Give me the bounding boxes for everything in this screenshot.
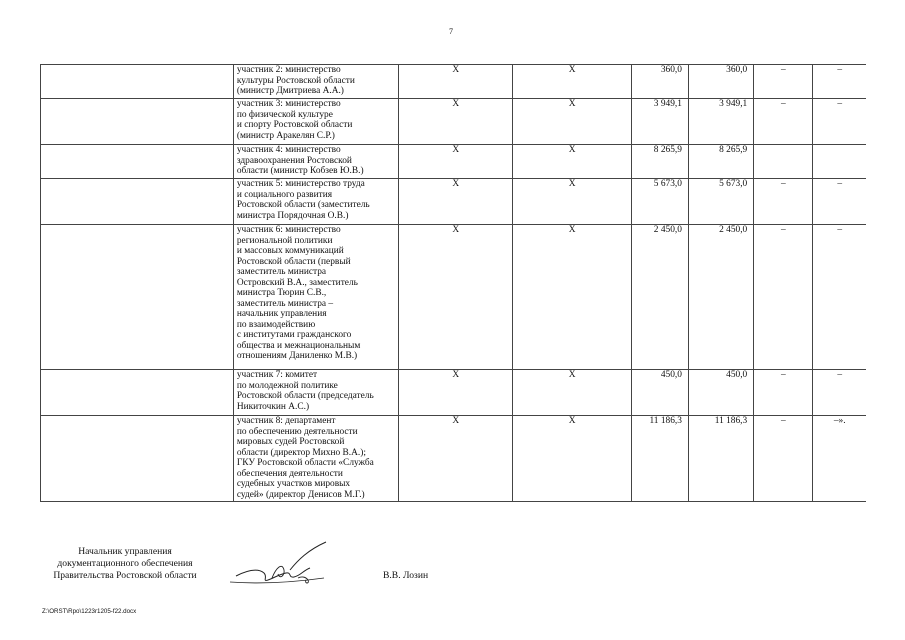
amount-cell: 450,0 [688, 370, 753, 416]
row-group-cell [41, 370, 234, 416]
x-mark-cell: Х [513, 145, 631, 179]
participant-cell: участник 3: министерство по физической культуре и спорту Ростовской области (министр Аракелян С.Р.) [233, 99, 398, 145]
row-group-cell [41, 179, 234, 225]
row-group-cell [41, 65, 234, 99]
amount-cell: 360,0 [631, 65, 688, 99]
x-mark-cell: Х [399, 99, 513, 145]
row-group-cell [41, 145, 234, 179]
signatory-title: Начальник управления документационного обеспечения Правительства Ростовской области [53, 546, 197, 581]
table-row [41, 179, 867, 225]
amount-cell: 2 450,0 [688, 225, 753, 370]
dash-cell: – [813, 99, 866, 145]
amount-cell: 8 265,9 [631, 145, 688, 179]
table-row [41, 416, 867, 502]
dash-cell [813, 145, 866, 179]
participant-cell: участник 7: комитет по молодежной политике Ростовской области (председатель Никиточкин А.С.) [233, 370, 398, 416]
participant-cell: участник 5: министерство труда и социального развития Ростовской области (заместитель министра Порядочная О.В.) [233, 179, 398, 225]
amount-cell: 8 265,9 [688, 145, 753, 179]
dash-cell: – [754, 370, 813, 416]
row-group-cell [41, 225, 234, 370]
amount-cell: 11 186,3 [631, 416, 688, 502]
file-path: Z:\ORST\Rpo\1223r1205-f22.docx [42, 608, 137, 615]
program-table [40, 64, 866, 502]
amount-cell: 5 673,0 [631, 179, 688, 225]
amount-cell: 450,0 [631, 370, 688, 416]
amount-cell: 2 450,0 [631, 225, 688, 370]
dash-cell: – [813, 225, 866, 370]
handwritten-signature [228, 540, 338, 592]
dash-cell: – [754, 416, 813, 502]
dash-cell: – [754, 225, 813, 370]
dash-cell: – [813, 370, 866, 416]
amount-cell: 5 673,0 [688, 179, 753, 225]
amount-cell: 3 949,1 [631, 99, 688, 145]
x-mark-cell: Х [399, 370, 513, 416]
row-group-cell [41, 99, 234, 145]
participant-cell: участник 4: министерство здравоохранения Ростовской области (министр Кобзев Ю.В.) [233, 145, 398, 179]
table-row [41, 370, 867, 416]
participant-cell: участник 2: министерство культуры Ростовской области (министр Дмитриева А.А.) [233, 65, 398, 99]
dash-cell: – [813, 65, 866, 99]
x-mark-cell: Х [513, 99, 631, 145]
x-mark-cell: Х [399, 65, 513, 99]
x-mark-cell: Х [513, 370, 631, 416]
dash-cell: – [754, 179, 813, 225]
x-mark-cell: Х [399, 416, 513, 502]
x-mark-cell: Х [513, 179, 631, 225]
table-row [41, 145, 867, 179]
participant-cell: участник 8: департамент по обеспечению деятельности мировых судей Ростовской области (директор Михно В.А.); ГКУ Ростовской области «Служба обеспечения деятельности судебных участков мировых судей» (директор Денисов М.Г.) [233, 416, 398, 502]
dash-cell: – [754, 99, 813, 145]
x-mark-cell: Х [513, 225, 631, 370]
dash-cell [754, 145, 813, 179]
table-row [41, 225, 867, 370]
signatory-name: В.В. Лозин [383, 570, 429, 581]
x-mark-cell: Х [399, 179, 513, 225]
dash-cell: –». [813, 416, 866, 502]
x-mark-cell: Х [399, 145, 513, 179]
page-number: 7 [449, 27, 453, 36]
amount-cell: 3 949,1 [688, 99, 753, 145]
dash-cell: – [754, 65, 813, 99]
x-mark-cell: Х [399, 225, 513, 370]
table-row [41, 99, 867, 145]
table-row [41, 65, 867, 99]
amount-cell: 11 186,3 [688, 416, 753, 502]
x-mark-cell: Х [513, 65, 631, 99]
amount-cell: 360,0 [688, 65, 753, 99]
x-mark-cell: Х [513, 416, 631, 502]
row-group-cell [41, 416, 234, 502]
participant-cell: участник 6: министерство региональной политики и массовых коммуникаций Ростовской области (первый заместитель министра Островский В.А., заместитель министра Тюрин С.В., заместитель министра – начальник управления по взаимодействию с институтами гражданского общества и межнациональным отношениям Даниленко М.В.) [233, 225, 398, 370]
dash-cell: – [813, 179, 866, 225]
